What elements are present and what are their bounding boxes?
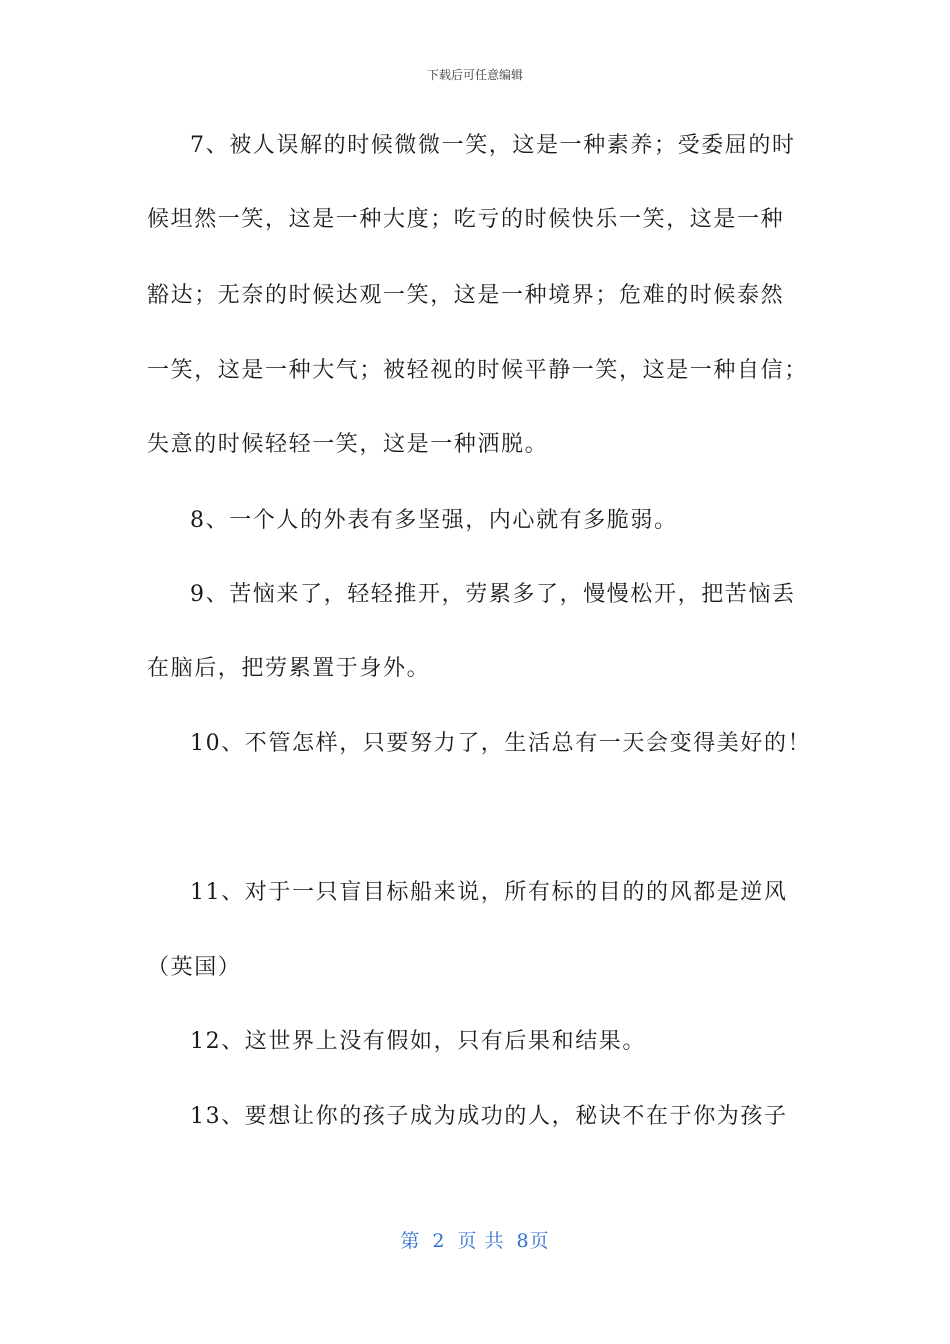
paragraph-12-line-1: 12、这世界上没有假如，只有后果和结果。	[190, 1029, 646, 1054]
footer-middle: 页 共	[457, 1230, 505, 1252]
paragraph-11-line-2: （英国）	[147, 955, 242, 980]
paragraph-8-line-1: 8、一个人的外表有多坚强，内心就有多脆弱。	[190, 508, 678, 533]
paragraph-9-line-2: 在脑后，把劳累置于身外。	[147, 656, 431, 681]
paragraph-13-line-1: 13、要想让你的孩子成为成功的人，秘诀不在于你为孩子	[190, 1104, 788, 1129]
paragraph-10-line-1: 10、不管怎样，只要努力了，生活总有一天会变得美好的！	[190, 731, 812, 756]
page-header: 下载后可任意编辑	[426, 68, 523, 82]
paragraph-7-line-4: 一笑，这是一种大气；被轻视的时候平静一笑，这是一种自信；	[147, 358, 808, 383]
paragraph-11-line-1: 11、对于一只盲目标船来说，所有标的目的的风都是逆风	[190, 880, 788, 905]
paragraph-7-line-2: 候坦然一笑，这是一种大度；吃亏的时候快乐一笑，这是一种	[147, 207, 785, 232]
page-footer	[0, 1226, 950, 1253]
paragraph-7-line-3: 豁达；无奈的时候达观一笑，这是一种境界；危难的时候泰然	[147, 283, 785, 308]
footer-total-pages: 8页	[516, 1230, 550, 1252]
paragraph-7-line-5: 失意的时候轻轻一笑，这是一种洒脱。	[147, 432, 549, 457]
paragraph-7-line-1: 7、被人误解的时候微微一笑，这是一种素养；受委屈的时	[190, 133, 796, 158]
footer-current-page: 2	[432, 1230, 446, 1252]
footer-prefix: 第	[400, 1230, 421, 1252]
paragraph-9-line-1: 9、苦恼来了，轻轻推开，劳累多了，慢慢松开，把苦恼丢	[190, 582, 796, 607]
